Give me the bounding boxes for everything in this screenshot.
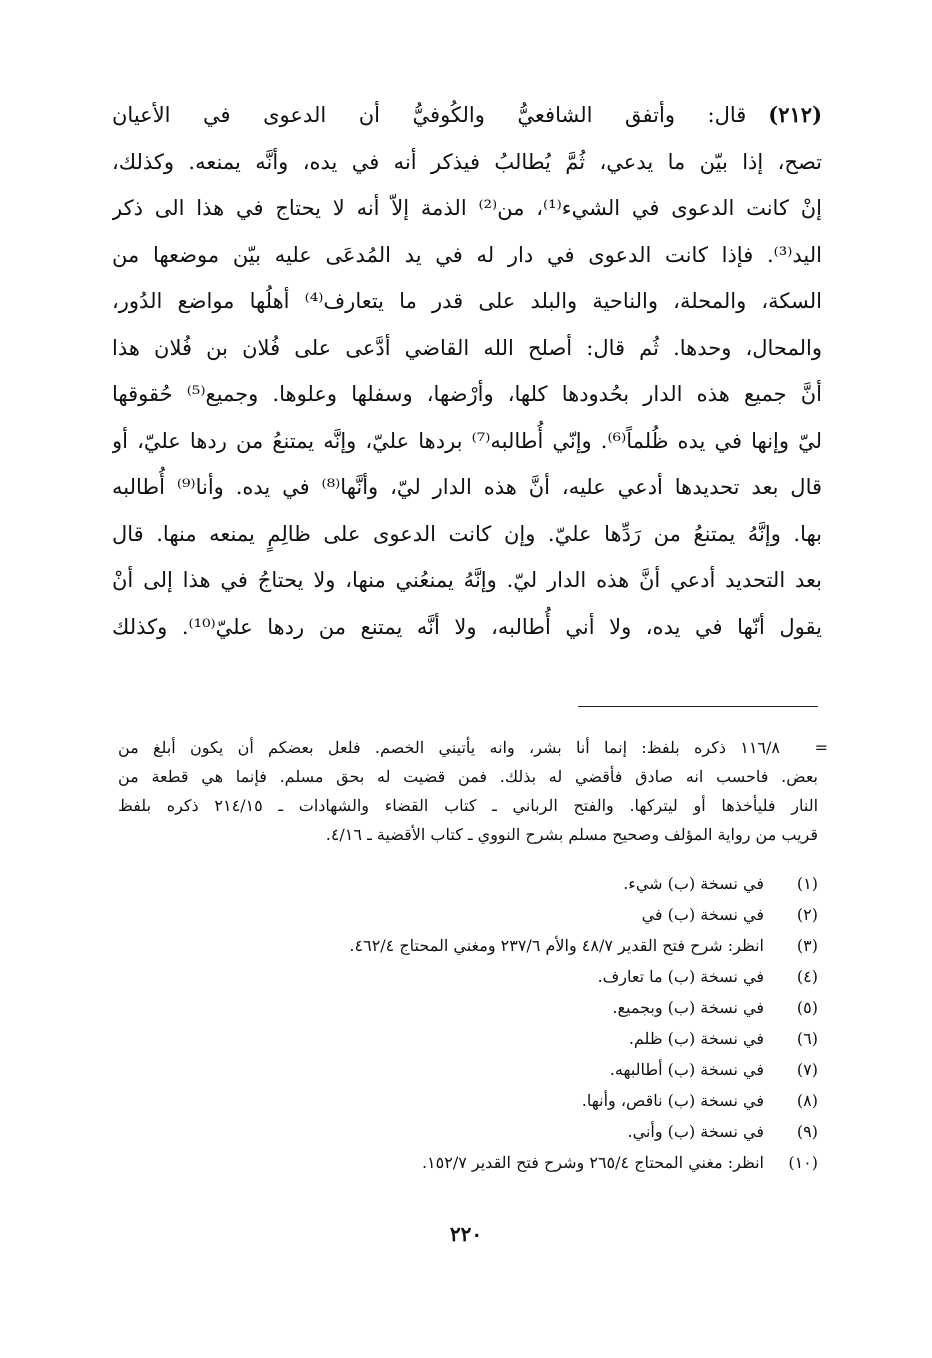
footnote xyxy=(118,1054,818,1085)
footnote xyxy=(118,961,818,992)
footnote-continuation xyxy=(118,733,828,849)
footnote xyxy=(118,1085,818,1116)
footnote-text: في نسخة (ب) ما تعارف. xyxy=(597,967,764,986)
footnote-number: (٢) xyxy=(796,905,818,924)
footnote-continuation-line: ١١٦/٨ ذكره بلفظ: إنما أنا بشر، وانه يأتيني الخصم. فلعل بعضكم أن يكون أبلغ من xyxy=(118,738,780,757)
main-line: تصح، إذا بيّن ما يدعي، ثُمَّ يُطالبُ فيذكر أنه في يده، وأنَّه يمنعه. وكذلك، xyxy=(112,149,822,174)
main-line: أنَّ جميع هذه الدار بحُدودها كلها، وأرْضها، وسفلها وعلوها. وجميع⁽⁵⁾ حُقوقها xyxy=(112,382,822,406)
footnote-number: (١) xyxy=(796,874,818,893)
footnote-text: في نسخة (ب) ناقص، وأنها. xyxy=(581,1091,764,1110)
footnote-text: في نسخة (ب) وبجميع. xyxy=(612,998,764,1017)
main-line: بعد التحديد أدعي أنَّ هذه الدار ليّ. وإنَّهُ يمنعُني منها، ولا يحتاجُ في هذا إلى أنْ xyxy=(112,568,822,592)
main-line: بها. وإنَّهُ يمتنعُ من رَدِّها عليّ. وإن كانت الدعوى على ظالِمٍ يمنعه منها. قال xyxy=(112,521,822,546)
footnote-number: (١٠) xyxy=(788,1153,818,1172)
main-line: والمحال، وحدها. ثُم قال: أصلح الله القاضي أدَّعى على فُلان بن فُلان هذا xyxy=(112,335,822,360)
footnote-continuation-line: قريب من رواية المؤلف وصحيح مسلم بشرح النووي ـ كتاب الأقضية ـ ٤/١٦. xyxy=(325,825,818,844)
footnote-text: في نسخة (ب) في xyxy=(641,905,764,924)
main-line: إنْ كانت الدعوى في الشيء⁽¹⁾، من⁽²⁾ الذمة إلاّ أنه لا يحتاج في هذا الى ذكر xyxy=(112,196,822,220)
main-line xyxy=(112,92,822,139)
footnote-number: (٥) xyxy=(796,998,818,1017)
footnote-separator xyxy=(578,706,818,707)
page-number: ٢٢٠ xyxy=(449,1222,483,1246)
footnote-number: (٧) xyxy=(796,1060,818,1079)
footnote xyxy=(118,1023,818,1054)
footnote-number: (٤) xyxy=(796,967,818,986)
main-line-text: قال: وأتفق الشافعيُّ والكُوفيُّ أن الدعوى في الأعيان xyxy=(112,103,747,127)
footnote-text: انظر: شرح فتح القدير ٤٨/٧ والأم ٢٣٧/٦ ومغني المحتاج ٤٦٢/٤. xyxy=(349,936,764,955)
footnote-number: (٦) xyxy=(796,1029,818,1048)
footnote xyxy=(118,992,818,1023)
main-text xyxy=(112,92,822,650)
main-line: اليد⁽³⁾. فإذا كانت الدعوى في دار له في يد المُدعَى عليه بيّن موضعها من xyxy=(112,242,822,267)
main-line: ليّ وإنها في يده ظُلماً⁽⁶⁾. وإنّي أُطالبه⁽⁷⁾ بردها عليّ، وإنَّه يمتنعُ من ردها عليّ، أو xyxy=(112,428,822,453)
footnote-number: (٩) xyxy=(796,1122,818,1141)
main-line: السكة، والمحلة، والناحية والبلد على قدر ما يتعارف⁽⁴⁾ أهلُها مواضع الدُور، xyxy=(112,289,822,313)
footnote-text: في نسخة (ب) ظلم. xyxy=(628,1029,764,1048)
footnote-text: انظر: مغني المحتاج ٢٦٥/٤ وشرح فتح القدير ١٥٢/٧. xyxy=(421,1153,764,1172)
footnote-number: (٣) xyxy=(796,936,818,955)
footnote-number: (٨) xyxy=(796,1091,818,1110)
footnote xyxy=(118,1116,818,1147)
footnotes-list xyxy=(118,868,818,1178)
footnote-continuation-line: بعض. فاحسب انه صادق فأقضي له بذلك. فمن قضيت له بحق مسلم. فإنما هي قطعة من xyxy=(118,767,818,786)
footnote xyxy=(118,1147,818,1178)
footnote-text: في نسخة (ب) أطالبهه. xyxy=(609,1060,764,1079)
paragraph-number: (٢١٢) xyxy=(768,102,822,127)
footnote xyxy=(118,899,818,930)
footnote xyxy=(118,930,818,961)
continuation-marker: = xyxy=(814,738,828,757)
footnote-text: في نسخة (ب) وأني. xyxy=(627,1122,764,1141)
footnote-text: في نسخة (ب) شيء. xyxy=(623,874,764,893)
main-line: يقول أنّها في يده، ولا أني أُطالبه، ولا أنَّه يمتنع من ردها عليّ⁽¹⁰⁾. وكذلك xyxy=(112,614,822,639)
main-line: قال بعد تحديدها أدعي عليه، أنَّ هذه الدار ليّ، وأنَّها⁽⁸⁾ في يده. وأنا⁽⁹⁾ أُطالبه xyxy=(112,475,822,499)
footnote xyxy=(118,868,818,899)
footnote-continuation-line: النار فليأخذها أو ليتركها. والفتح الرباني ـ كتاب القضاء والشهادات ـ ٢١٤/١٥ ذكره بلفظ xyxy=(118,796,818,815)
